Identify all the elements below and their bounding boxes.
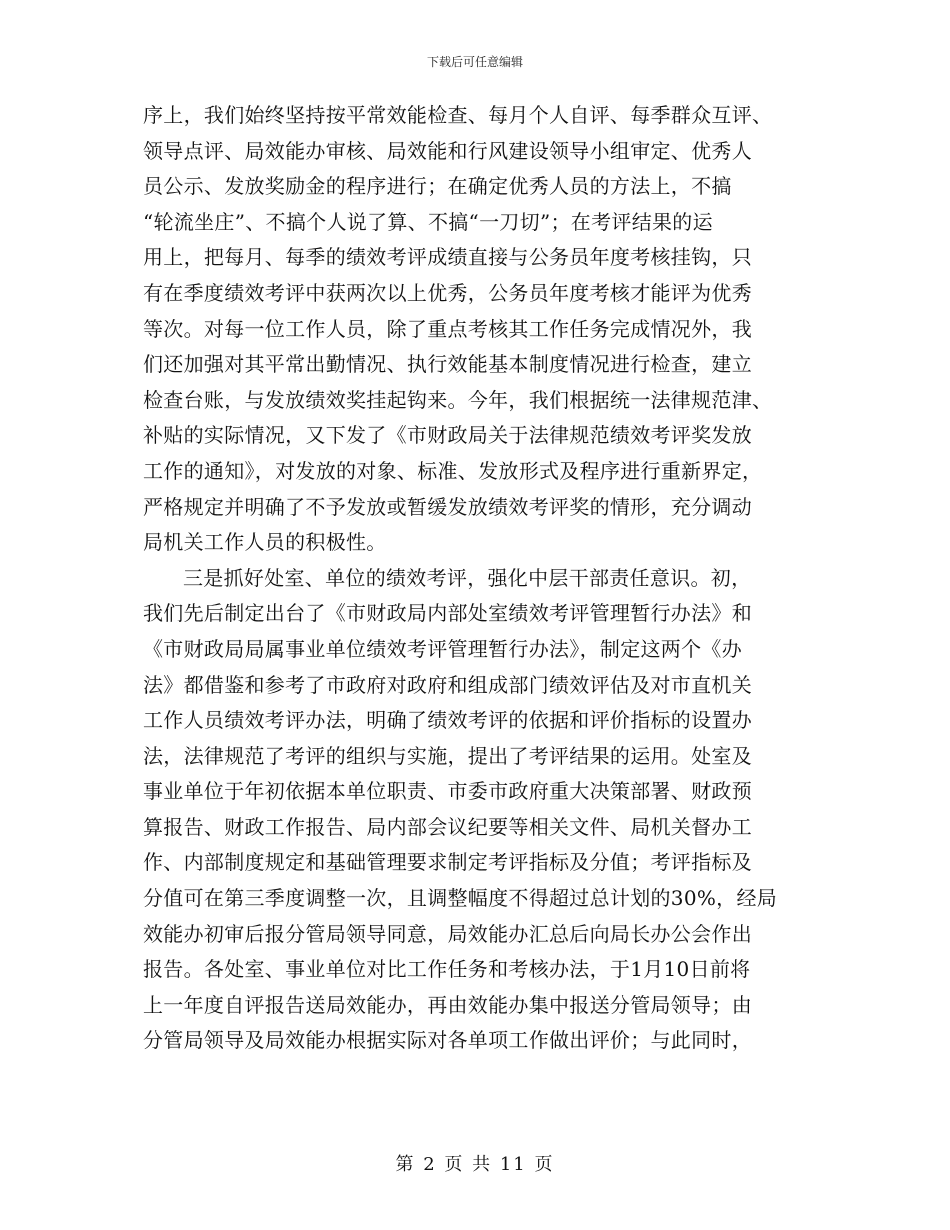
- paragraph-line: 严格规定并明确了不予发放或暂缓发放绩效考评奖的情形，充分调动: [143, 494, 752, 519]
- paragraph-line: 法，法律规范了考评的组织与实施，提出了考评结果的运用。处室及: [143, 743, 752, 768]
- paragraph-line: 算报告、财政工作报告、局内部会议纪要等相关文件、局机关督办工: [143, 814, 752, 839]
- paragraph-line: 我们先后制定出台了《市财政局内部处室绩效考评管理暂行办法》和: [143, 601, 752, 626]
- paragraph-line: 工作人员绩效考评办法，明确了绩效考评的依据和评价指标的设置办: [143, 708, 752, 733]
- paragraph-line: 检查台账，与发放绩效奖挂起钩来。今年，我们根据统一法律规范津、: [143, 387, 773, 412]
- paragraph-line: “轮流坐庄”、不搞个人说了算、不搞“一刀切”；在考评结果的运: [143, 209, 713, 234]
- page-number: 第 2 页 共 11 页: [395, 1154, 555, 1175]
- paragraph-2: [143, 561, 808, 1059]
- paragraph-line: 领导点评、局效能办审核、局效能和行风建设领导小组审定、优秀人: [143, 138, 752, 163]
- paragraph-line: 工作的通知》，对发放的对象、标准、发放形式及程序进行重新界定，: [143, 458, 763, 483]
- header-note: 下载后可任意编辑: [426, 55, 523, 69]
- paragraph-1: [143, 98, 808, 561]
- paragraph-line: 等次。对每一位工作人员，除了重点考核其工作任务完成情况外，我: [143, 316, 752, 341]
- paragraph-line: 上一年度自评报告送局效能办，再由效能办集中报送分管局领导；由: [143, 992, 752, 1017]
- paragraph-line: 分管局领导及局效能办根据实际对各单项工作做出评价；与此同时，: [143, 1028, 752, 1053]
- paragraph-line: 作、内部制度规定和基础管理要求制定考评指标及分值；考评指标及: [143, 850, 752, 875]
- paragraph-line: 序上，我们始终坚持按平常效能检查、每月个人自评、每季群众互评、: [143, 103, 773, 127]
- document-body: [143, 98, 808, 1059]
- paragraph-line: 分值可在第三季度调整一次，且调整幅度不得超过总计划的30%，经局: [143, 886, 778, 911]
- paragraph-line: 效能办初审后报分管局领导同意，局效能办汇总后向局长办公会作出: [143, 921, 752, 946]
- paragraph-line: 报告。各处室、事业单位对比工作任务和考核办法，于1月10日前将: [143, 957, 751, 982]
- paragraph-line: 们还加强对其平常出勤情况、执行效能基本制度情况进行检查，建立: [143, 352, 752, 377]
- paragraph-line: 有在季度绩效考评中获两次以上优秀，公务员年度考核才能评为优秀: [143, 280, 752, 305]
- paragraph-line: 三是抓好处室、单位的绩效考评，强化中层干部责任意识。初，: [183, 565, 752, 590]
- paragraph-line: 补贴的实际情况，又下发了《市财政局关于法律规范绩效考评奖发放: [143, 423, 752, 448]
- paragraph-line: 局机关工作人员的积极性。: [143, 530, 387, 555]
- paragraph-line: 事业单位于年初依据本单位职责、市委市政府重大决策部署、财政预: [143, 779, 752, 804]
- paragraph-line: 《市财政局局属事业单位绩效考评管理暂行办法》，制定这两个《办: [143, 636, 742, 661]
- paragraph-line: 法》都借鉴和参考了市政府对政府和组成部门绩效评估及对市直机关: [143, 672, 752, 697]
- paragraph-line: 员公示、发放奖励金的程序进行；在确定优秀人员的方法上，不搞: [143, 174, 732, 199]
- paragraph-line: 用上，把每月、每季的绩效考评成绩直接与公务员年度考核挂钩，只: [143, 245, 752, 270]
